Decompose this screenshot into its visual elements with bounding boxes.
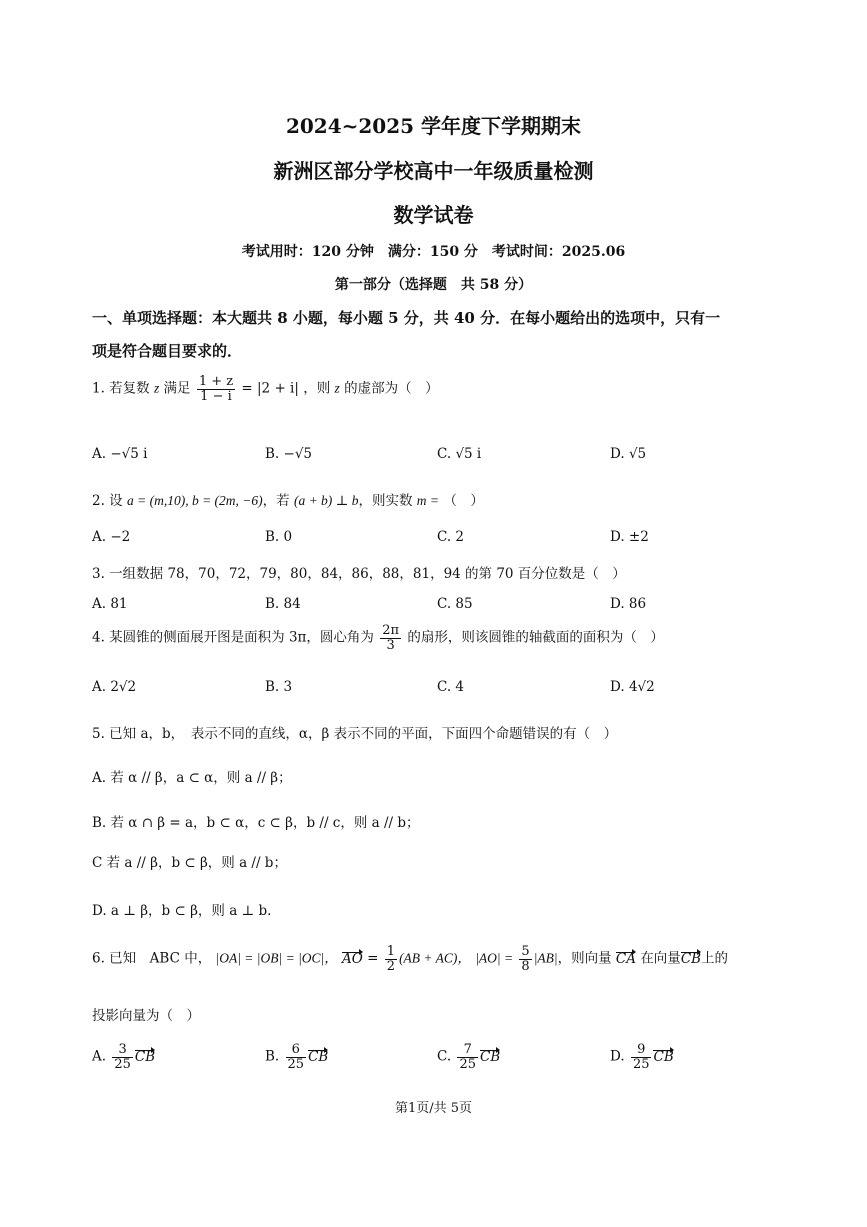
- question-6-line2: 投影向量为（ ）: [92, 1008, 200, 1024]
- q5-option-b: B. 若 α ∩ β = a，b ⊂ α，c ⊂ β，b // c，则 a // b；: [92, 815, 420, 831]
- q4-option-d: D. 4√2: [610, 679, 655, 695]
- q6-half: $\frac{1}{2}$: [386, 944, 396, 974]
- q1-prefix: 1. 若复数: [92, 380, 150, 397]
- question-5: 5. 已知 a，b， 表示不同的直线，α，β 表示不同的平面，下面四个命题错误的有（ ）: [92, 726, 618, 742]
- q6-option-a: A. $\frac{3}{25}$ CB: [92, 1042, 156, 1072]
- q3-option-c: C. 85: [437, 596, 473, 612]
- q4-option-b: B. 3: [265, 679, 293, 695]
- q3-option-a: A. 81: [92, 596, 128, 612]
- q3-option-b: B. 84: [265, 596, 301, 612]
- q2-m: m =: [416, 493, 440, 508]
- q1-frac-num: 1 + z: [198, 374, 234, 389]
- q5-option-c: C 若 a // β，b ⊂ β，则 a // b；: [92, 855, 287, 871]
- section-heading-line1: 一、单项选择题：本大题共 8 小题，每小题 5 分，共 40 分．在每小题给出的选项中，只有一: [92, 309, 721, 327]
- q1-option-c: C. √5 i: [437, 446, 482, 462]
- q6-vec-ao: AO: [342, 950, 363, 967]
- q6-vec-cb: CB: [680, 950, 702, 967]
- question-2: 2. 设 a = (m,10), b = (2m, −6)，若 (a + b) ⊥ b，则实数 m = （ ）: [92, 493, 484, 509]
- q1-post: ，则: [303, 380, 331, 397]
- q1-eq: = |2 + i|: [241, 380, 299, 397]
- question-1: [92, 375, 439, 403]
- exam-title-line2: 新洲区部分学校高中一年级质量检测: [273, 159, 594, 183]
- exam-title-line1: 2024~2025 学年度下学期期末: [285, 114, 582, 138]
- q6-vec-ca: CA: [615, 950, 637, 967]
- q3-option-d: D. 86: [610, 596, 647, 612]
- q6-sum: (AB + AC)，: [399, 950, 471, 966]
- q4-option-a: A. 2√2: [92, 679, 137, 695]
- q6-option-c: C. $\frac{7}{25}$ CB: [437, 1042, 501, 1072]
- q4-fraction: $\frac{2\pi}{3}$: [382, 623, 400, 653]
- exam-meta: 考试用时：120 分钟 满分：150 分 考试时间：2025.06: [241, 244, 626, 260]
- q2-vectors: a = (m,10), b = (2m, −6): [126, 493, 263, 508]
- q2-option-a: A. −2: [92, 529, 131, 545]
- q1-mid: 满足: [163, 380, 191, 397]
- q4-option-c: C. 4: [437, 679, 465, 695]
- q6-five-eighths: $\frac{5}{8}$: [521, 944, 530, 974]
- exam-title-line3: 数学试卷: [393, 203, 474, 227]
- q1-fraction: [197, 375, 235, 403]
- section-heading-line2: 项是符合题目要求的．: [92, 342, 243, 360]
- page-footer: 第1页/共 5页: [394, 1101, 473, 1116]
- q5-option-a: A. 若 α // β，a ⊂ α，则 a // β；: [92, 770, 292, 786]
- q1-option-b: B. −√5: [265, 446, 313, 462]
- q6-option-d: D. $\frac{9}{25}$ CB: [610, 1042, 674, 1072]
- q1-var-z: z: [153, 380, 160, 396]
- q2-option-b: B. 0: [265, 529, 293, 545]
- q1-frac-den: 1 − i: [200, 388, 232, 404]
- q5-option-d: D. a ⊥ β，b ⊂ β，则 a ⊥ b.: [92, 903, 272, 919]
- q2-option-d: D. ±2: [610, 529, 649, 545]
- q1-var-z2: z: [334, 380, 340, 396]
- part-heading: 第一部分（选择题 共 58 分）: [334, 277, 533, 293]
- question-6: 6. 已知 ABC 中， |OA| = |OB| = |OC|， AO = $\frac{1}{2}$ (AB + AC)， |AO| = $\frac{5}{8}$ |AB|，则向量 CA 在向量CB上的: [92, 944, 729, 974]
- q6-ab-norm: |AB|: [533, 950, 558, 966]
- q1-option-a: A. −√5 i: [92, 446, 148, 462]
- q2-condition: (a + b) ⊥ b: [293, 493, 359, 508]
- q1-post2: 的虚部为（ ）: [344, 380, 439, 397]
- question-4: 4. 某圆锥的侧面展开图是面积为 3π，圆心角为 $\frac{2\pi}{3}$ 的扇形，则该圆锥的轴截面的面积为（ ）: [92, 623, 664, 653]
- q2-option-c: C. 2: [437, 529, 465, 545]
- q6-cond1: |OA| = |OB| = |OC|，: [215, 950, 338, 966]
- q1-option-d: D. √5: [610, 446, 647, 462]
- q6-ao-norm: |AO| =: [475, 950, 514, 966]
- question-3: 3. 一组数据 78，70，72，79，80，84，86，88，81，94 的第 70 百分位数是（ ）: [92, 566, 626, 582]
- q6-option-b: B. $\frac{6}{25}$ CB: [265, 1042, 329, 1072]
